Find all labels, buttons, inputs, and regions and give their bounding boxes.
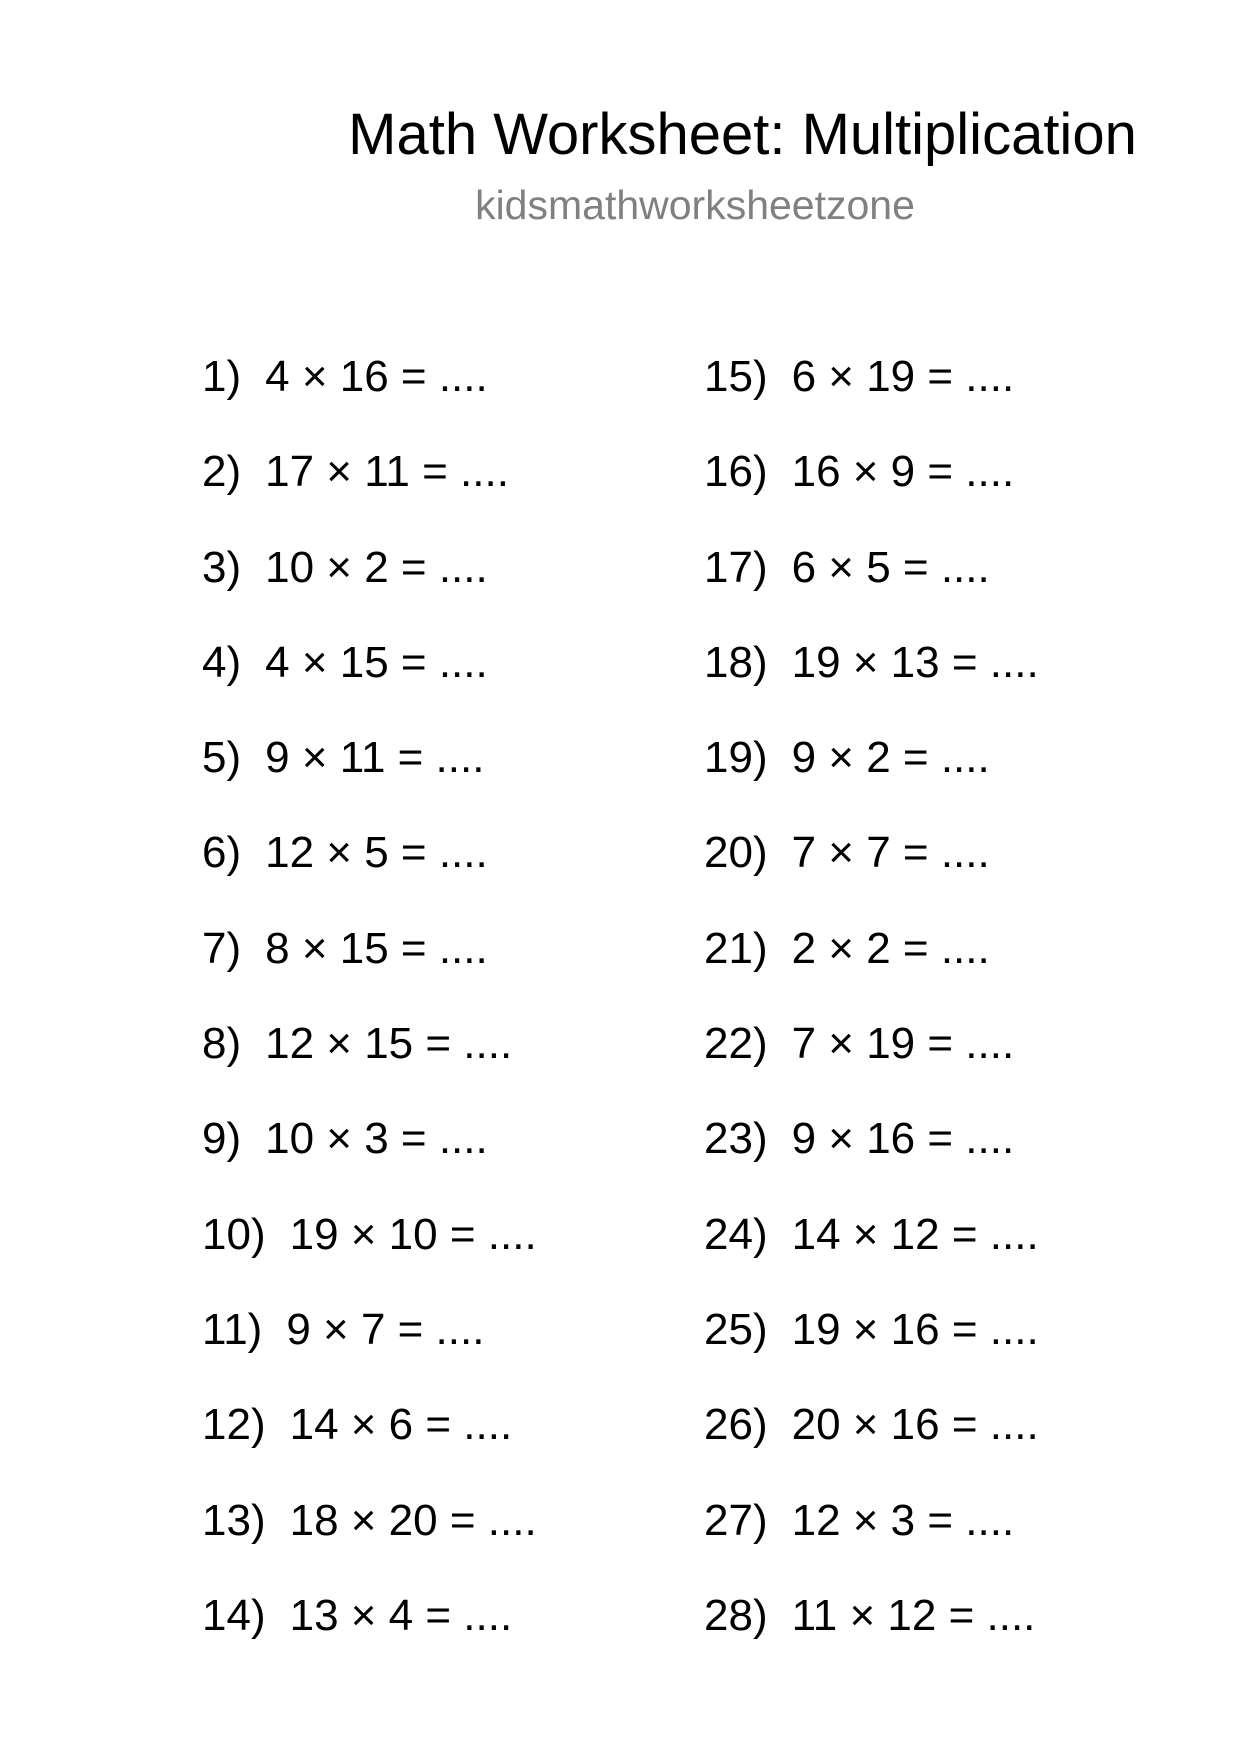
problem-number: 19) [704,733,768,783]
problem-item [202,726,537,821]
problem-number: 14) [202,1590,266,1640]
problem-expression: 12 × 15 = .... [265,1019,513,1069]
problem-expression: 2 × 2 = .... [791,923,990,973]
worksheet-subtitle: kidsmathworksheetzone [475,182,915,228]
problem-expression: 10 × 3 = .... [265,1114,488,1164]
problem-number: 23) [704,1114,768,1164]
problem-expression: 9 × 7 = .... [286,1304,485,1354]
problem-item [202,440,537,535]
problem-number: 28) [704,1590,768,1640]
problems-column-right [704,345,1039,1679]
problem-item [704,536,1039,631]
problem-expression: 4 × 15 = .... [265,637,488,687]
problem-expression: 19 × 16 = .... [791,1304,1039,1354]
problem-number: 17) [704,542,768,592]
problems-column-left [202,345,537,1679]
problem-item [202,917,537,1012]
problem-number: 15) [704,352,768,401]
problem-number: 6) [202,828,242,878]
problem-expression: 17 × 11 = .... [265,447,509,497]
problem-item [202,1298,537,1393]
problem-item [704,345,1039,440]
problem-number: 27) [704,1495,768,1545]
problem-item [202,345,537,440]
problem-item [202,1584,537,1679]
problem-number: 7) [202,923,242,973]
problem-number: 8) [202,1019,242,1069]
problem-expression: 8 × 15 = .... [265,923,488,973]
problem-expression: 12 × 3 = .... [791,1495,1015,1545]
problem-number: 12) [202,1400,266,1450]
problem-item [704,1393,1039,1488]
problem-number: 25) [704,1304,768,1354]
problem-expression: 12 × 5 = .... [265,828,488,878]
problem-expression: 18 × 20 = .... [289,1495,537,1545]
problem-expression: 14 × 6 = .... [289,1400,513,1450]
problem-item [704,1012,1039,1107]
problem-expression: 19 × 10 = .... [289,1209,537,1259]
problem-number: 1) [202,352,242,401]
problem-expression: 6 × 5 = .... [791,542,990,592]
problem-item [704,1489,1039,1584]
problem-number: 13) [202,1495,266,1545]
problem-expression: 9 × 16 = .... [791,1114,1015,1164]
problem-number: 9) [202,1114,242,1164]
problem-item [202,1107,537,1202]
problem-item [704,1203,1039,1298]
problem-expression: 7 × 19 = .... [791,1019,1015,1069]
problem-expression: 20 × 16 = .... [791,1400,1039,1450]
problem-number: 20) [704,828,768,878]
problem-number: 5) [202,733,242,783]
problem-item [202,1203,537,1298]
problem-number: 3) [202,542,242,592]
problem-item [202,1012,537,1107]
problem-number: 22) [704,1019,768,1069]
problem-expression: 7 × 7 = .... [791,828,990,878]
problem-expression: 10 × 2 = .... [265,542,488,592]
problem-expression: 16 × 9 = .... [791,447,1015,497]
problem-expression: 9 × 2 = .... [791,733,990,783]
problem-number: 26) [704,1400,768,1450]
problem-number: 11) [202,1304,263,1354]
problem-expression: 19 × 13 = .... [791,637,1039,687]
problem-item [202,1393,537,1488]
problem-number: 2) [202,447,242,497]
problem-item [704,726,1039,821]
problem-item [202,631,537,726]
problem-number: 21) [704,923,768,973]
problem-item [704,631,1039,726]
problem-item [202,821,537,916]
problem-expression: 9 × 11 = .... [265,733,485,783]
problem-expression: 14 × 12 = .... [791,1209,1039,1259]
problem-item [704,440,1039,535]
problem-item [704,917,1039,1012]
problem-number: 10) [202,1209,266,1259]
problem-number: 18) [704,637,768,687]
problem-item [704,1584,1039,1679]
problem-item [704,821,1039,916]
problem-item [704,1298,1039,1393]
problem-expression: 4 × 16 = .... [265,352,488,401]
problem-number: 4) [202,637,242,687]
problem-expression: 13 × 4 = .... [289,1590,513,1640]
problem-number: 24) [704,1209,768,1259]
problem-number: 16) [704,447,768,497]
problem-item [202,1489,537,1584]
problem-item [704,1107,1039,1202]
problem-expression: 11 × 12 = .... [791,1590,1036,1640]
worksheet-title: Math Worksheet: Multiplication [348,102,1137,167]
problem-expression: 6 × 19 = .... [791,352,1015,401]
problem-item [202,536,537,631]
